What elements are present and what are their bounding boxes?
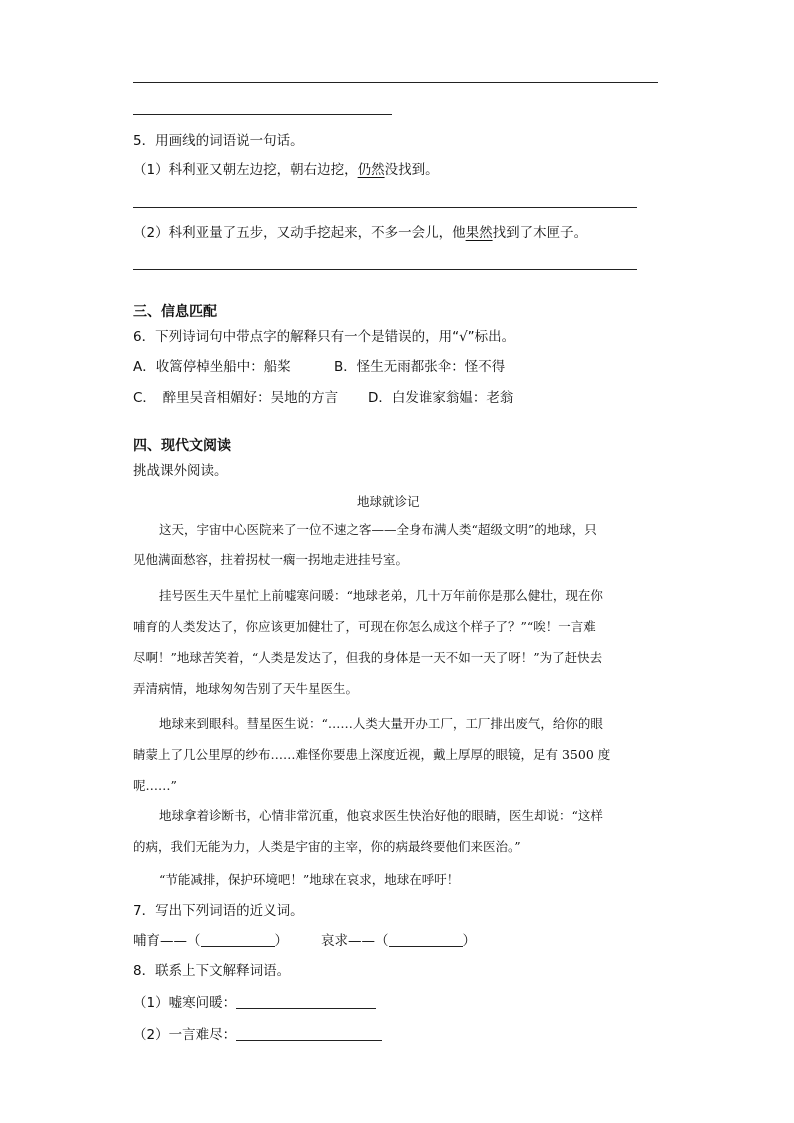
question-5-item-1 — [133, 161, 439, 179]
passage-line: 尽啊！”地球苦笑着，“人类是发达了，但我的身体是一天不如一天了呀！”为了赶快去 — [133, 650, 603, 665]
section-4-title: 四、现代文阅读 — [133, 438, 231, 454]
passage-line: 地球来到眼科。彗星医生说：“……人类大量开办工厂，工厂排出废气，给你的眼 — [159, 716, 603, 731]
passage-line: 地球拿着诊断书，心情非常沉重，他哀求医生快治好他的眼睛，医生却说：“这样 — [159, 808, 603, 823]
question-5-item-2 — [133, 224, 587, 242]
fill-blank[interactable] — [236, 1026, 382, 1041]
item-label: （2）一言难尽： — [133, 1027, 237, 1043]
option-d[interactable]: D．白发谁家翁媪：老翁 — [368, 390, 514, 406]
close-paren: ） — [462, 933, 476, 949]
fill-blank[interactable] — [389, 932, 463, 947]
question-8-item-2 — [133, 1026, 382, 1044]
question-7-item-1 — [133, 932, 288, 950]
section-4-subtitle: 挑战课外阅读。 — [133, 463, 228, 479]
option-c[interactable]: C． 醉里吴音相媚好：吴地的方言 — [133, 390, 339, 406]
item-text: （2）科利亚量了五步，又动手挖起来，不多一会儿，他 — [133, 225, 466, 241]
option-b[interactable]: B．怪生无雨都张伞：怪不得 — [334, 359, 506, 375]
fill-blank[interactable] — [201, 932, 275, 947]
question-5-prompt: 5．用画线的词语说一句话。 — [133, 133, 304, 149]
passage-line: 挂号医生天牛星忙上前嘘寒问暖：“地球老弟，几十万年前你是那么健壮，现在你 — [159, 588, 603, 603]
close-paren: ） — [274, 933, 288, 949]
section-3-title: 三、信息匹配 — [133, 304, 217, 320]
question-7-prompt: 7．写出下列词语的近义词。 — [133, 903, 304, 919]
passage-title: 地球就诊记 — [357, 494, 420, 509]
item-text: 没找到。 — [384, 162, 439, 178]
underlined-word: 仍然 — [357, 162, 385, 178]
passage-line: 的病，我们无能为力，人类是宇宙的主宰，你的病最终要他们来医治。” — [133, 839, 521, 854]
answer-line — [133, 114, 392, 115]
answer-line[interactable] — [133, 269, 637, 270]
fill-blank[interactable] — [236, 994, 376, 1009]
passage-line: 这天，宇宙中心医院来了一位不速之客——全身布满人类“超级文明”的地球，只 — [159, 522, 597, 537]
passage-line: “节能减排，保护环境吧！”地球在哀求，地球在呼吁！ — [159, 872, 460, 887]
word-label: 哺育——（ — [133, 933, 201, 949]
underlined-word: 果然 — [465, 225, 493, 241]
passage-line: 呢……” — [133, 778, 177, 793]
passage-line: 弄清病情，地球匆匆告别了天牛星医生。 — [133, 681, 359, 696]
question-8-prompt: 8．联系上下文解释词语。 — [133, 963, 291, 979]
question-7-item-2 — [321, 932, 476, 950]
option-a[interactable]: A．收篙停棹坐船中：船桨 — [133, 359, 291, 375]
question-6-prompt: 6．下列诗词句中带点字的解释只有一个是错误的，用“√”标出。 — [133, 329, 516, 345]
passage-line: 睛蒙上了几公里厚的纱布……难怪你要患上深度近视，戴上厚厚的眼镜，足有 3500 度 — [133, 747, 611, 762]
answer-line — [133, 82, 658, 83]
item-text: 找到了木匣子。 — [492, 225, 588, 241]
item-text: （1）科利亚又朝左边挖，朝右边挖， — [133, 162, 358, 178]
answer-line[interactable] — [133, 207, 637, 208]
word-label: 哀求——（ — [321, 933, 389, 949]
passage-line: 哺育的人类发达了，你应该更加健壮了，可现在你怎么成这个样子了？”“唉！一言难 — [133, 619, 596, 634]
question-8-item-1 — [133, 994, 376, 1012]
item-label: （1）嘘寒问暖： — [133, 995, 237, 1011]
passage-line: 见他满面愁容，拄着拐杖一瘸一拐地走进挂号室。 — [133, 552, 409, 567]
